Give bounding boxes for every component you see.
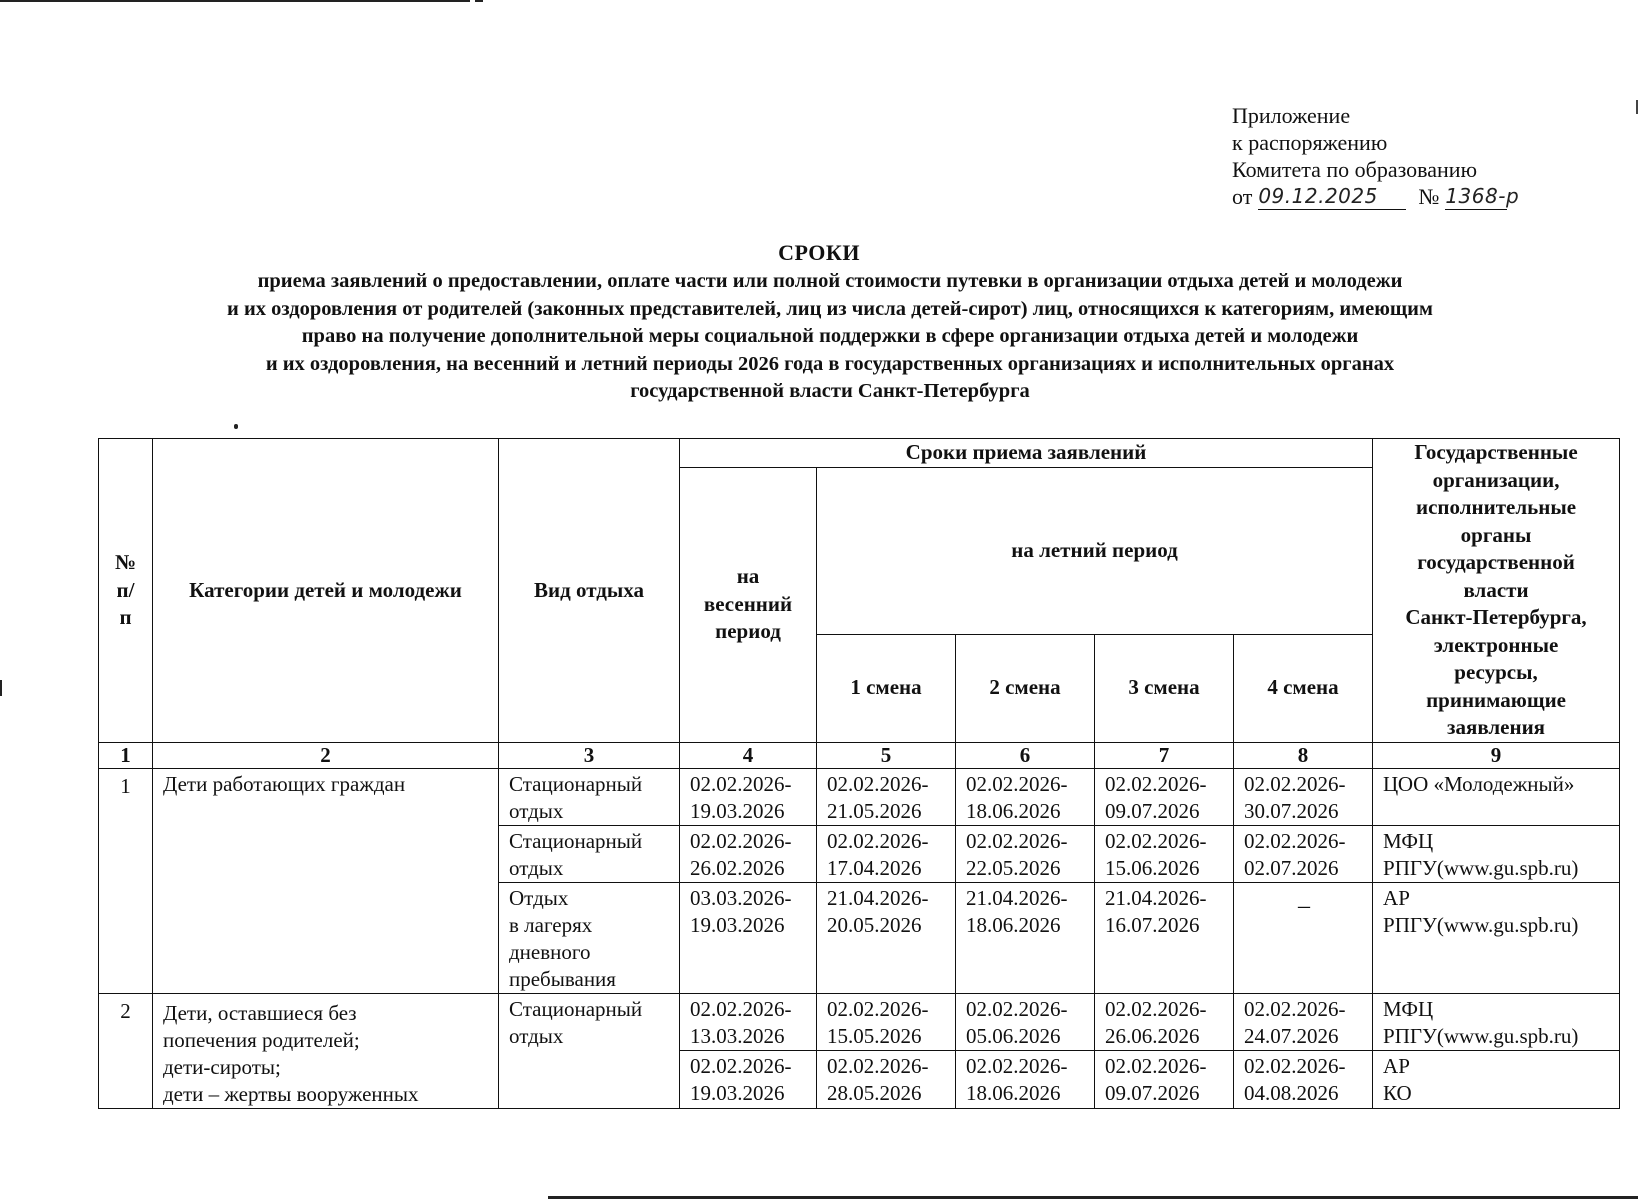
organization-cell	[1373, 882, 1620, 993]
rest-type-line: отдых	[509, 798, 564, 823]
appendix-block	[1232, 102, 1520, 210]
row-number: 2	[120, 998, 131, 1023]
organization-line: РПГУ(www.gu.spb.ru)	[1383, 1023, 1579, 1048]
date-range-end: 20.05.2026	[827, 912, 922, 937]
date-range-start: 02.02.2026-	[827, 771, 929, 796]
header-spring-line: на	[736, 564, 760, 589]
table-row	[99, 768, 1620, 825]
appendix-line-2: к распоряжению	[1232, 130, 1388, 155]
rest-type-line: отдых	[509, 1023, 564, 1048]
header-spring-line: период	[715, 619, 781, 644]
organization-cell	[1373, 768, 1620, 825]
date-range-end: 30.07.2026	[1244, 798, 1339, 823]
date-range-start: 02.02.2026-	[1244, 828, 1346, 853]
organization-line: МФЦ	[1383, 996, 1434, 1021]
date-range-end: 18.06.2026	[966, 1081, 1061, 1105]
column-number: 6	[956, 742, 1095, 768]
scan-edge-top	[0, 0, 470, 2]
date-range-end: 19.03.2026	[690, 1081, 785, 1105]
header-org-line: принимающие	[1426, 687, 1566, 712]
date-range-end: 09.07.2026	[1105, 798, 1200, 823]
date-range-start: 02.02.2026-	[1244, 1054, 1346, 1078]
shift-2-cell	[956, 825, 1095, 882]
header-spring-line: весенний	[703, 591, 793, 616]
header-terms-group: Сроки приема заявлений	[680, 439, 1373, 468]
date-range-end: 18.06.2026	[966, 798, 1061, 823]
subtitle-line-2: и их оздоровления от родителей (законных представителей, лиц из числа детей-сирот) лиц, относящихся к категориям, имеющим	[227, 297, 1433, 320]
scan-edge-left-mark	[0, 680, 2, 696]
header-number-line: №	[114, 550, 137, 574]
header-number-line: п	[119, 605, 132, 629]
header-shift-4: 4 смена	[1234, 634, 1373, 742]
date-range-end: 17.04.2026	[827, 855, 922, 880]
rest-type-cell	[499, 768, 680, 825]
shift-3-cell	[1095, 882, 1234, 993]
column-number: 1	[99, 742, 153, 768]
spring-cell	[680, 993, 817, 1051]
header-number-line: п/	[116, 577, 135, 602]
header-shift-3: 3 смена	[1095, 634, 1234, 742]
date-range-end: 15.06.2026	[1105, 855, 1200, 880]
organization-cell	[1373, 1051, 1620, 1109]
date-range-end: 04.08.2026	[1244, 1081, 1339, 1105]
column-number: 7	[1095, 742, 1234, 768]
organization-cell	[1373, 825, 1620, 882]
rest-type-line: дневного	[509, 939, 591, 964]
organization-cell	[1373, 993, 1620, 1051]
row-number-cell	[99, 993, 153, 1108]
spring-cell	[680, 882, 817, 993]
header-org-line: электронные	[1433, 632, 1559, 657]
header-number	[99, 439, 153, 743]
shift-1-cell	[817, 825, 956, 882]
category-cell	[153, 768, 499, 993]
date-range-end: 18.06.2026	[966, 912, 1061, 937]
terms-table	[98, 438, 1620, 1109]
number-label: №	[1418, 184, 1440, 209]
column-number-row	[99, 742, 1620, 768]
shift-4-cell	[1234, 768, 1373, 825]
header-org-line: власти	[1463, 577, 1529, 602]
organization-line: АР	[1383, 885, 1410, 910]
shift-4-cell	[1234, 993, 1373, 1051]
date-range-start: 02.02.2026-	[827, 996, 929, 1021]
row-number: 1	[120, 773, 131, 798]
date-range-end: 21.05.2026	[827, 798, 922, 823]
category-cell	[153, 993, 499, 1108]
date-range-start: 02.02.2026-	[690, 1054, 792, 1078]
scan-edge-bottom	[548, 1196, 1638, 1199]
date-range-end: 24.07.2026	[1244, 1023, 1339, 1048]
date-range-start: 21.04.2026-	[966, 885, 1068, 910]
header-org-line: Государственные	[1414, 440, 1578, 464]
row-number-cell	[99, 768, 153, 993]
date-range-end: 13.03.2026	[690, 1023, 785, 1048]
category-line: Дети, оставшиеся без	[163, 1000, 357, 1025]
header-org-line: исполнительные	[1415, 495, 1577, 519]
handwritten-date: 09.12.2025	[1258, 183, 1406, 210]
shift-2-cell	[956, 882, 1095, 993]
document-title: СРОКИ	[778, 240, 860, 265]
from-label: от	[1232, 184, 1253, 209]
shift-4-cell	[1234, 825, 1373, 882]
rest-type-line: отдых	[509, 855, 564, 880]
column-number: 8	[1234, 742, 1373, 768]
date-range-start: 02.02.2026-	[1244, 771, 1346, 796]
category-line: дети-сироты;	[163, 1054, 281, 1079]
organization-line: ЦОО «Молодежный»	[1383, 771, 1575, 796]
shift-4-cell	[1234, 882, 1373, 993]
spring-cell	[680, 825, 817, 882]
rest-type-line: Стационарный	[509, 828, 643, 853]
organization-line: МФЦ	[1383, 828, 1434, 853]
shift-2-cell	[956, 993, 1095, 1051]
column-number: 9	[1373, 742, 1620, 768]
shift-3-cell	[1095, 825, 1234, 882]
shift-3-cell	[1095, 1051, 1234, 1109]
rest-type-line: Отдых	[509, 885, 569, 910]
date-range-start: 02.02.2026-	[690, 996, 792, 1021]
header-summer-group: на летний период	[817, 467, 1373, 634]
header-rest-type: Вид отдыха	[499, 439, 680, 743]
date-range-end: 26.06.2026	[1105, 1023, 1200, 1048]
rest-type-cell	[499, 825, 680, 882]
date-range-end: 16.07.2026	[1105, 912, 1200, 937]
appendix-line-1: Приложение	[1232, 103, 1351, 128]
shift-2-cell	[956, 768, 1095, 825]
date-range-start: 02.02.2026-	[1105, 1054, 1207, 1078]
subtitle-line-5: государственной власти Санкт-Петербурга	[630, 380, 1030, 402]
date-range-start: 02.02.2026-	[690, 828, 792, 853]
header-org-line: организации,	[1432, 467, 1560, 492]
date-range-start: 02.02.2026-	[827, 1054, 929, 1078]
column-number: 4	[680, 742, 817, 768]
appendix-line-3: Комитета по образованию	[1232, 157, 1478, 182]
category-line: дети – жертвы вооруженных	[163, 1081, 419, 1106]
date-range-end: 22.05.2026	[966, 855, 1061, 880]
header-org-line: государственной	[1417, 550, 1575, 574]
empty-dash: –	[1298, 892, 1311, 919]
shift-4-cell	[1234, 1051, 1373, 1109]
shift-1-cell	[817, 882, 956, 993]
column-number: 5	[817, 742, 956, 768]
shift-3-cell	[1095, 993, 1234, 1051]
subtitle-line-1: приема заявлений о предоставлении, оплате части или полной стоимости путевки в организации отдыха детей и молодежи	[257, 270, 1403, 292]
shift-1-cell	[817, 768, 956, 825]
header-category: Категории детей и молодежи	[153, 439, 499, 743]
appendix-date-number-row	[1232, 183, 1520, 210]
subtitle-line-3: право на получение дополнительной меры социальной поддержки в сфере организации отдыха детей и молодежи	[301, 325, 1359, 347]
date-range-start: 02.02.2026-	[1105, 828, 1207, 853]
date-range-end: 05.06.2026	[966, 1023, 1061, 1048]
date-range-start: 21.04.2026-	[1105, 885, 1207, 910]
organization-line: КО	[1383, 1081, 1412, 1105]
date-range-end: 02.07.2026	[1244, 855, 1339, 880]
header-spring	[680, 467, 817, 742]
header-org-line: заявления	[1447, 715, 1546, 739]
category-line: попечения родителей;	[163, 1027, 360, 1052]
date-range-start: 02.02.2026-	[966, 996, 1068, 1021]
header-org-line: органы	[1460, 522, 1532, 547]
table-row	[99, 993, 1620, 1051]
document-subtitle	[120, 268, 1540, 406]
spring-cell	[680, 1051, 817, 1109]
scan-speck	[234, 424, 238, 429]
rest-type-line: Стационарный	[509, 771, 643, 796]
date-range-end: 19.03.2026	[690, 912, 785, 937]
rest-type-cell	[499, 882, 680, 993]
date-range-start: 02.02.2026-	[966, 828, 1068, 853]
date-range-end: 28.05.2026	[827, 1081, 922, 1105]
header-shift-1: 1 смена	[817, 634, 956, 742]
date-range-start: 02.02.2026-	[1105, 771, 1207, 796]
spring-cell	[680, 768, 817, 825]
date-range-end: 15.05.2026	[827, 1023, 922, 1048]
rest-type-line: в лагерях	[509, 912, 593, 937]
shift-1-cell	[817, 993, 956, 1051]
date-range-end: 19.03.2026	[690, 798, 785, 823]
header-org-line: ресурсы,	[1454, 660, 1538, 684]
date-range-start: 02.02.2026-	[966, 771, 1068, 796]
date-range-start: 02.02.2026-	[966, 1054, 1068, 1078]
date-range-end: 26.02.2026	[690, 855, 785, 880]
date-range-start: 02.02.2026-	[1105, 996, 1207, 1021]
date-range-start: 02.02.2026-	[827, 828, 929, 853]
date-range-start: 21.04.2026-	[827, 885, 929, 910]
organization-line: РПГУ(www.gu.spb.ru)	[1383, 912, 1579, 937]
scan-edge-top-fragment	[475, 0, 483, 2]
column-number: 2	[153, 742, 499, 768]
header-shift-2: 2 смена	[956, 634, 1095, 742]
date-range-start: 02.02.2026-	[690, 771, 792, 796]
rest-type-line: Стационарный	[509, 996, 643, 1021]
rest-type-line: пребывания	[509, 966, 616, 991]
column-number: 3	[499, 742, 680, 768]
subtitle-line-4: и их оздоровления, на весенний и летний периоды 2026 года в государственных организациях и исполнительных органах	[265, 352, 1395, 375]
date-range-start: 02.02.2026-	[1244, 996, 1346, 1021]
shift-3-cell	[1095, 768, 1234, 825]
category-line: Дети работающих граждан	[163, 771, 406, 796]
header-org-line: Санкт-Петербурга,	[1405, 605, 1587, 629]
date-range-start: 03.03.2026-	[690, 885, 792, 910]
shift-2-cell	[956, 1051, 1095, 1109]
rest-type-cell	[499, 993, 680, 1108]
handwritten-number: 1368-р	[1445, 184, 1520, 208]
organization-line: АР	[1383, 1054, 1410, 1078]
header-organizations	[1373, 439, 1620, 743]
date-range-end: 09.07.2026	[1105, 1081, 1200, 1105]
organization-line: РПГУ(www.gu.spb.ru)	[1383, 855, 1579, 880]
shift-1-cell	[817, 1051, 956, 1109]
